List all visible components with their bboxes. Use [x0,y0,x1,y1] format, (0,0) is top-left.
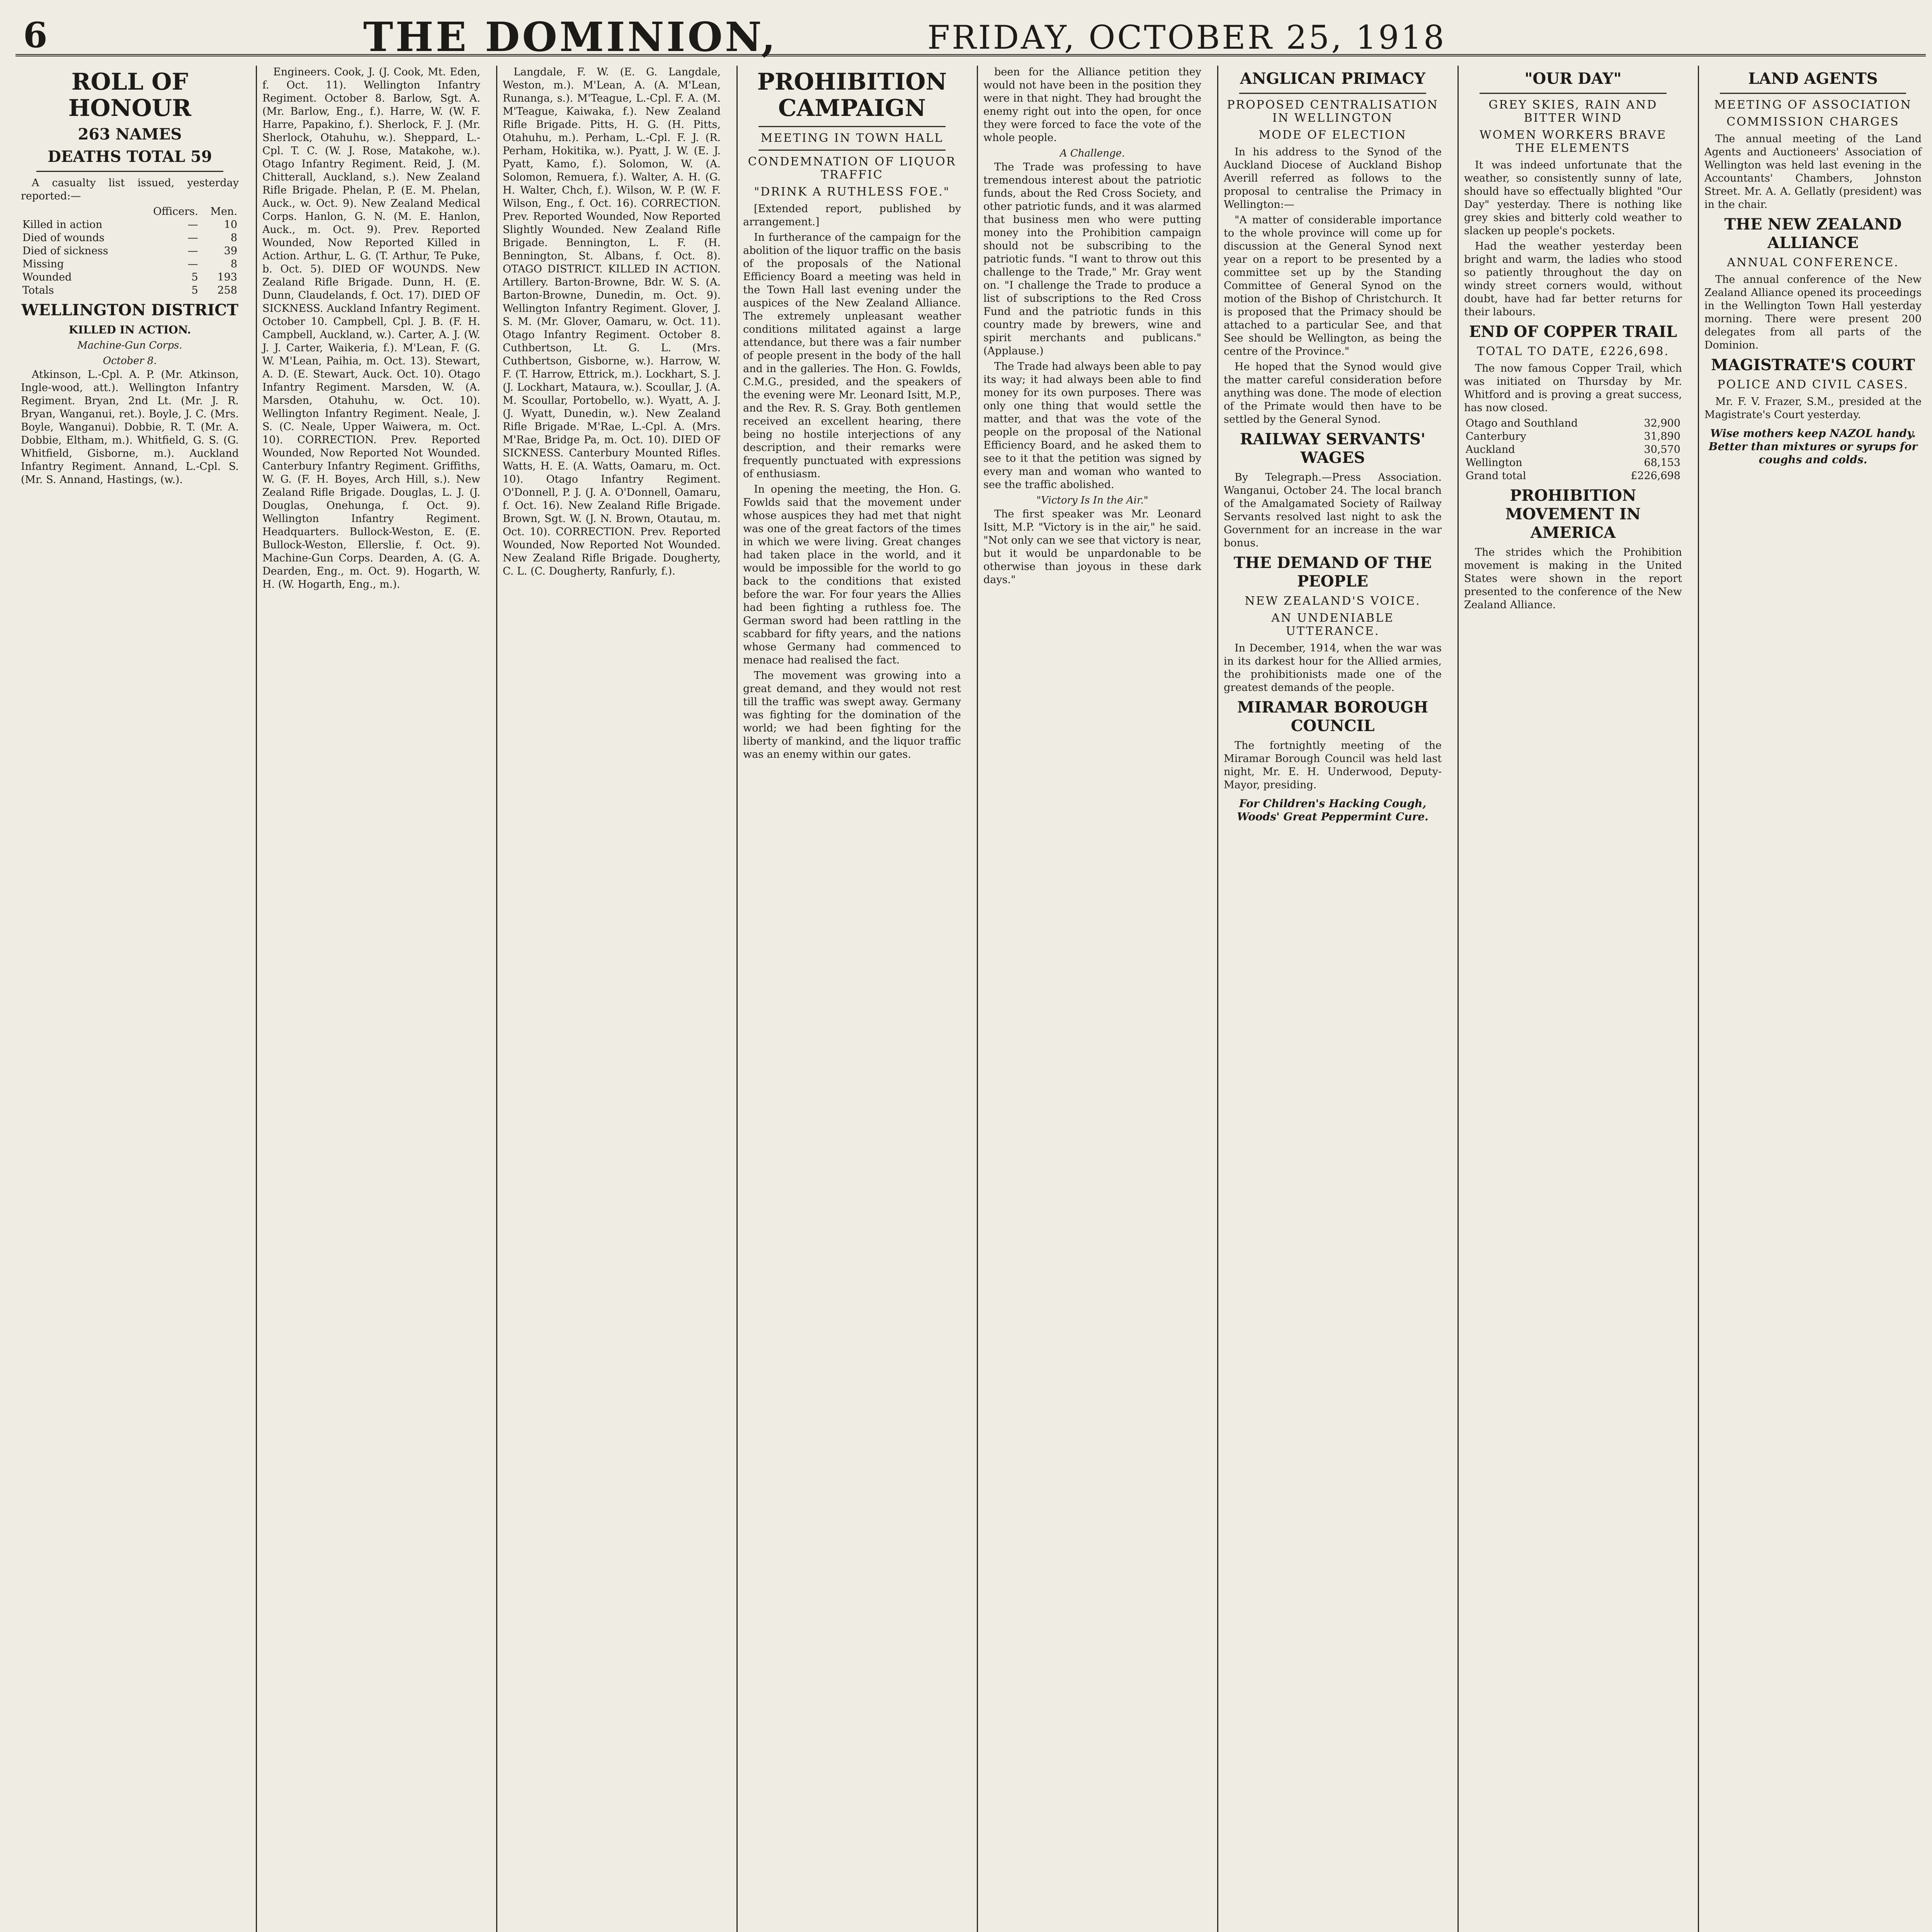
regiment-heading: Machine-Gun Corps. [77,340,182,351]
table-row [1464,443,1682,456]
table-row [21,284,239,297]
date-heading: October 8. [103,355,157,367]
article-headline: ANGLICAN PRIMACY [1240,70,1425,88]
table-row [21,245,239,258]
table-row [1464,456,1682,469]
article-paragraph: The first speaker was Mr. Leonard Isitt, M.P. "Victory is in the air," he said. "Not only can we see that victory is near, but it would be unpardonable to be otherwise than joyous in these dark days." [983,508,1201,586]
article-paragraph: Had the weather yesterday been bright and warm, the ladies who stood so patiently throughout the day on windy street corners would, without doubt, have had far better returns for their labours. [1464,240,1682,318]
column-6 [1217,66,1447,1932]
table-header-cell: Men. [210,206,237,218]
table-row [1464,417,1682,430]
table-cell: Died of sickness [22,245,109,257]
article-headline: PROHIBITION CAMPAIGN [757,68,947,122]
article-headline: MAGISTRATE'S COURT [1711,356,1915,374]
column-4 [736,66,966,1932]
table-row [1464,469,1682,483]
table-cell: 5 [191,284,198,296]
table-header-row [21,205,239,218]
table-cell: 5 [191,271,198,283]
table-cell: Missing [22,258,64,270]
article-paragraph: The now famous Copper Trail, which was initiated on Thursday by Mr. Whitford and is proving a great success, has now closed. [1464,362,1682,414]
divider [36,171,223,172]
table-cell: 8 [230,258,237,270]
divider [1480,93,1667,94]
table-cell: Grand total [1466,470,1526,482]
casualty-table [21,205,239,297]
table-cell: Auckland [1466,444,1515,456]
article-subheading: CONDEMNATION OF LIQUOR TRAFFIC [748,155,956,182]
article-subheading: ANNUAL CONFERENCE. [1727,256,1899,269]
article-headline: "OUR DAY" [1524,70,1622,88]
article-paragraph: The movement was growing into a great demand, and they would not rest till the traffic was swept away. Germany was fighting for the domination of the world; we had been fighting for the liberty of mankind, and the liquor traffic was an enemy within our gates. [743,670,961,760]
article-subheading: GREY SKIES, RAIN AND BITTER WIND [1488,98,1658,125]
article-subheading: NEW ZEALAND'S VOICE. [1245,594,1421,608]
article-paragraph: "A matter of considerable importance to the whole province will come up for discussion at the General Synod next year on a report to be presented by a committee set up by the Standing Committee of General Synod on the motion of the Bishop of Christchurch. It is proposed that the Primacy should be attached to a particular See, and that See should be Wellington, as being the centre of the Province." [1224,214,1442,357]
table-cell: 32,900 [1644,417,1680,429]
table-cell: Wounded [22,271,72,283]
roll-intro: A casualty list issued, yesterday reported:— [21,177,239,202]
article-headline: THE DEMAND OF THE PEOPLE [1233,554,1432,590]
column-7 [1458,66,1687,1932]
article-paragraph: In his address to the Synod of the Auckland Diocese of Auckland Bishop Averill referred as follows to the proposal to centralise the Primacy in Wellington:— [1224,146,1442,211]
table-cell: Totals [22,284,54,296]
article-subheading: MODE OF ELECTION [1259,128,1407,142]
table-header-cell [21,205,137,218]
table-row [1464,430,1682,443]
article-paragraph: In furtherance of the campaign for the abolition of the liquor traffic on the basis of the proposals of the National Efficiency Board a meeting was held in the Town Hall last evening under the auspices of the New Zealand Alliance. The extremely unpleasant weather conditions militated against a large attendance, but there was a fair number of people present in the body of the hall and in the galleries. The Hon. G. Fowlds, C.M.G., presided, and the speakers of the evening were Mr. Leonard Isitt, M.P., and the Rev. R. S. Gray. Both gentlemen received an excellent hearing, there being no hostile interjections of any description, and their remarks were frequently punctuated with expressions of enthusiasm. [743,231,961,480]
article-subheading: PROPOSED CENTRALISATION IN WELLINGTON [1227,98,1439,125]
roll-names-count: 263 NAMES [78,125,182,143]
article-paragraph: Mr. F. V. Frazer, S.M., presided at the Magistrate's Court yesterday. [1704,396,1922,421]
article-paragraph: The Trade was professing to have tremendous interest about the patriotic funds, about the Red Cross Society, and other patriotic funds, and it was alarmed that business men who were putting money into the Prohibition campaign should not be subscribing to the patriotic funds. "I want to throw out this challenge to the Trade," Mr. Gray went on. "I challenge the Trade to produce a list of subscriptions to the Red Cross Fund and the patriotic funds in this country made by brewers, wine and spirit merchants and publicans." (Applause.) [983,161,1201,357]
article-paragraph: In opening the meeting, the Hon. G. Fowlds said that the movement under whose auspices they had met that night was one of the great factors of the times in which we were living. Great changes had taken place in the world, and it would be impossible for the world to go back to the conditions that existed before the war. For four years the Allies had been fighting a ruthless foe. The German sword had been rattling in the scabbard for fifty years, and the nations whose Germany had commenced to menace had realised the fact. [743,483,961,666]
casualty-entries: Langdale, F. W. (E. G. Langdale, Weston, m.). M'Lean, A. (A. M'Lean, Runanga, s.). M'Teague, L.-Cpl. F. A. (M. M'Teague, Kaiwaka, f.). New Zealand Rifle Brigade. Pitts, H. G. (H. Pitts, Otahuhu, m.). Perham, L.-Cpl. F. J. (R. Perham, Hokitika, w.). Pyatt, J. W. (E. J. Pyatt, Kamo, f.). Solomon, W. (A. Solomon, Remuera, f.). Walter, A. H. (G. H. Walter, Chch, f.). Wilson, W. P. (W. F. Wilson, Eng., f. Oct. 16). CORRECTION. Prev. Reported Wounded, Now Reported Slightly Wounded. New Zealand Rifle Brigade. Bennington, L. F. (H. Bennington, St. Albans, f. Oct. 8). OTAGO DISTRICT. KILLED IN ACTION. Artillery. Barton-Browne, Bdr. W. S. (A. Barton-Browne, Dunedin, m. Oct. 9). Wellington Infantry Regiment. Glover, J. S. M. (Mr. Glover, Oamaru, w. Oct. 11). Otago Infantry Regiment. October 8. Cuthbertson, Lt. G. L. (Mrs. Cuthbertson, Gisborne, w.). Harrow, W. F. (T. Harrow, Ettrick, m.). Lockhart, S. J. (J. Lockhart, Mataura, w.). Scoullar, J. (A. M. Scoullar, Portobello, w.). Wyatt, A. J. (J. Wyatt, Dunedin, w.). New Zealand Rifle Brigade. M'Rae, L.-Cpl. A. (Mrs. M'Rae, Bridge Pa, m. Oct. 10). DIED OF SICKNESS. Canterbury Mounted Rifles. Watts, H. E. (A. Watts, Oamaru, m. Oct. 10). Otago Infantry Regiment. O'Donnell, P. J. (J. A. O'Donnell, Oamaru, f. Oct. 16). New Zealand Rifle Brigade. Brown, Sgt. W. (J. N. Brown, Otautau, m. Oct. 10). CORRECTION. Prev. Reported Wounded, Now Reported Not Wounded. New Zealand Rifle Brigade. Dougherty, C. L. (C. Dougherty, Ranfurly, f.). [503,66,721,577]
article-subheading: POLICE AND CIVIL CASES. [1717,378,1909,391]
casualty-entries: Atkinson, L.-Cpl. A. P. (Mr. Atkinson, Ingle-wood, att.). Wellington Infantry Regiment. Bryan, 2nd Lt. (Mr. J. R. Bryan, Wanganui, ret.). Boyle, J. C. (Mrs. Boyle, Wanganui). Dobbie, R. T. (Mr. A. Dobbie, Eltham, m.). Whitfield, G. S. (G. Whitfield, Gisborne, m.). Auckland Infantry Regiment. Annand, L.-Cpl. S. (Mr. S. Annand, Hastings, (w.). [21,369,239,486]
article-subheading: MEETING OF ASSOCIATION [1714,98,1912,112]
district-heading: WELLINGTON DISTRICT [21,301,238,319]
table-cell: 258 [217,284,237,296]
column-8 [1698,66,1927,1932]
columns [15,66,1926,1932]
table-cell: 39 [224,245,237,257]
column-2 [256,66,486,1932]
article-paragraph: The Trade had always been able to pay its way; it had always been able to find money for its own purposes. There was only one thing that would settle the matter, and that was the vote of the people on the proposal of the National Efficiency Board, and he asked them to see to it that the petition was signed by every man and woman who wanted to see the traffic abolished. [983,361,1201,491]
page-number: 6 [23,15,48,56]
article-headline: PROHIBITION MOVEMENT IN AMERICA [1505,486,1641,542]
article-subheading: AN UNDENIABLE UTTERANCE. [1271,611,1394,638]
column-1 [15,66,244,1932]
article-paragraph: By Telegraph.—Press Association. Wanganui, October 24. The local branch of the Amalgamated Society of Railway Servants resolved last night to ask the Government for an increase in the war bonus. [1224,471,1442,549]
article-headline: LAND AGENTS [1748,70,1878,88]
newspaper-title: THE DOMINION, [363,13,778,61]
table-row [21,258,239,271]
table-cell: Died of wounds [22,232,105,244]
article-subheading: WOMEN WORKERS BRAVE THE ELEMENTS [1479,128,1667,155]
table-cell: Wellington [1466,457,1522,469]
table-header-cell: Officers. [153,206,198,218]
article-paragraph: The annual meeting of the Land Agents and Auctioneers' Association of Wellington was held last evening in the Accountants' Chambers, Johnston Street. Mr. A. A. Gellatly (president) was in the chair. [1704,133,1922,211]
article-paragraph: It was indeed unfortunate that the weather, so consistently sunny of late, should have so effectually blighted "Our Day" yesterday. There is nothing like grey skies and bitterly cold weather to slacken up people's pockets. [1464,159,1682,237]
article-paragraph: been for the Alliance petition they would not have been in the position they were in that night. They had brought the enemy right out into the open, for once they were forced to face the vote of the whole people. [983,66,1201,144]
roll-title: ROLL OF HONOUR [68,68,192,122]
article-subheading: A Challenge. [1060,148,1125,159]
divider [759,126,946,127]
article-subheading: COMMISSION CHARGES [1726,115,1900,129]
table-cell: Killed in action [22,219,102,231]
table-cell: — [187,219,198,231]
roll-deaths-total: DEATHS TOTAL 59 [48,148,212,166]
issue-date: FRIDAY, OCTOBER 25, 1918 [927,19,1446,56]
table-cell: 68,153 [1644,457,1680,469]
article-subheading: TOTAL TO DATE, £226,698. [1477,345,1669,358]
casualty-entries: Engineers. Cook, J. (J. Cook, Mt. Eden, f. Oct. 11). Wellington Infantry Regiment. October 8. Barlow, Sgt. A. (Mr. Barlow, Eng., f.). Harre, W. (W. F. Harre, Papakino, f.). Sherlock, F. J. (Mr. Sherlock, Otahuhu, w.). Sheppard, L.-Cpl. T. C. (W. J. Rose, Matakohe, w.). Otago Infantry Regiment. Reid, J. (M. Chitterall, Auckland, s.). New Zealand Rifle Brigade. Phelan, P. (E. M. Phelan, Auck., w. Oct. 9). New Zealand Medical Corps. Hanlon, G. N. (M. E. Hanlon, Auck., m. Oct. 9). Prev. Reported Wounded, Now Reported Killed in Action. Arthur, L. G. (T. Arthur, Te Puke, b. Oct. 5). DIED OF WOUNDS. New Zealand Rifle Brigade. Dunn, H. (E. Dunn, Claudelands, f. Oct. 17). DIED OF SICKNESS. Auckland Infantry Regiment. October 10. Campbell, Cpl. J. B. (F. H. Campbell, Auckland, w.). Carter, A. J. (W. J. J. Carter, Waikeria, f.). M'Lean, F. (G. W. M'Lean, Paihia, m. Oct. 13). Stewart, A. D. (E. Stewart, Auck. Oct. 10). Otago Infantry Regiment. Marsden, W. (A. Marsden, Otahuhu, w. Oct. 10). Wellington Infantry Regiment. Neale, J. S. (C. Neale, Upper Waiwera, m. Oct. 10). CORRECTION. Prev. Reported Wounded, Now Reported Not Wounded. Canterbury Infantry Regiment. Griffiths, W. G. (F. H. Boyes, Arch Hill, s.). New Zealand Rifle Brigade. Douglas, L. J. (J. Douglas, Onehunga, f. Oct. 9). Wellington Infantry Regiment. Headquarters. Bullock-Weston, E. (E. Bullock-Weston, Ellerslie, f. Oct. 9). Machine-Gun Corps. Dearden, A. (G. A. Dearden, Eng., m. Oct. 9). Hogarth, W. H. (W. Hogarth, Eng., m.). [262,66,480,590]
article-headline: MIRAMAR BOROUGH COUNCIL [1237,698,1429,735]
article-paragraph: [Extended report, published by arrangement.] [743,203,961,228]
article-headline: END OF COPPER TRAIL [1469,323,1677,341]
article-headline: RAILWAY SERVANTS' WAGES [1240,430,1425,467]
article-headline: THE NEW ZEALAND ALLIANCE [1724,215,1902,252]
article-paragraph: In December, 1914, when the war was in its darkest hour for the Allied armies, the prohibitionists made one of the greatest demands of the people. [1224,642,1442,694]
table-cell: 31,890 [1644,430,1680,442]
table-cell: 30,570 [1644,444,1680,456]
table-cell: — [187,232,198,244]
table-cell: — [187,245,198,257]
table-cell: 193 [217,271,237,283]
table-row [21,271,239,284]
article-subheading: "Victory Is In the Air." [1036,495,1148,506]
table-cell: 8 [230,232,237,244]
table-row [21,231,239,245]
table-row [21,218,239,231]
table-cell: — [187,258,198,270]
table-cell: 10 [224,219,237,231]
table-cell: Canterbury [1466,430,1526,442]
article-subheading: MEETING IN TOWN HALL [760,131,944,145]
advertisement: Wise mothers keep NAZOL handy. Better than mixtures or syrups for coughs and colds. [1708,427,1918,466]
article-paragraph: The annual conference of the New Zealand Alliance opened its proceedings in the Wellington Town Hall yesterday morning. There were present 200 delegates from all parts of the Dominion. [1704,274,1922,351]
divider [759,150,946,151]
table-cell: Otago and Southland [1466,417,1578,429]
section-heading: KILLED IN ACTION. [68,323,191,336]
article-quote: "DRINK A RUTHLESS FOE." [754,185,950,199]
divider [1239,93,1426,94]
column-3 [496,66,726,1932]
divider [1720,93,1906,94]
article-paragraph: The fortnightly meeting of the Miramar Borough Council was held last night, Mr. E. H. Underwood, Deputy-Mayor, presiding. [1224,740,1442,791]
totals-table [1464,417,1682,483]
table-cell: £226,698 [1631,470,1680,482]
masthead [15,12,1926,61]
advertisement: For Children's Hacking Cough, Woods' Great Peppermint Cure. [1237,797,1429,823]
article-paragraph: He hoped that the Synod would give the matter careful consideration before anything was done. The mode of election of the Primate would then have to be settled by the General Synod. [1224,361,1442,425]
column-5 [977,66,1207,1932]
article-paragraph: The strides which the Prohibition movement is making in the United States were shown in the report presented to the conference of the New Zealand Alliance. [1464,546,1682,611]
